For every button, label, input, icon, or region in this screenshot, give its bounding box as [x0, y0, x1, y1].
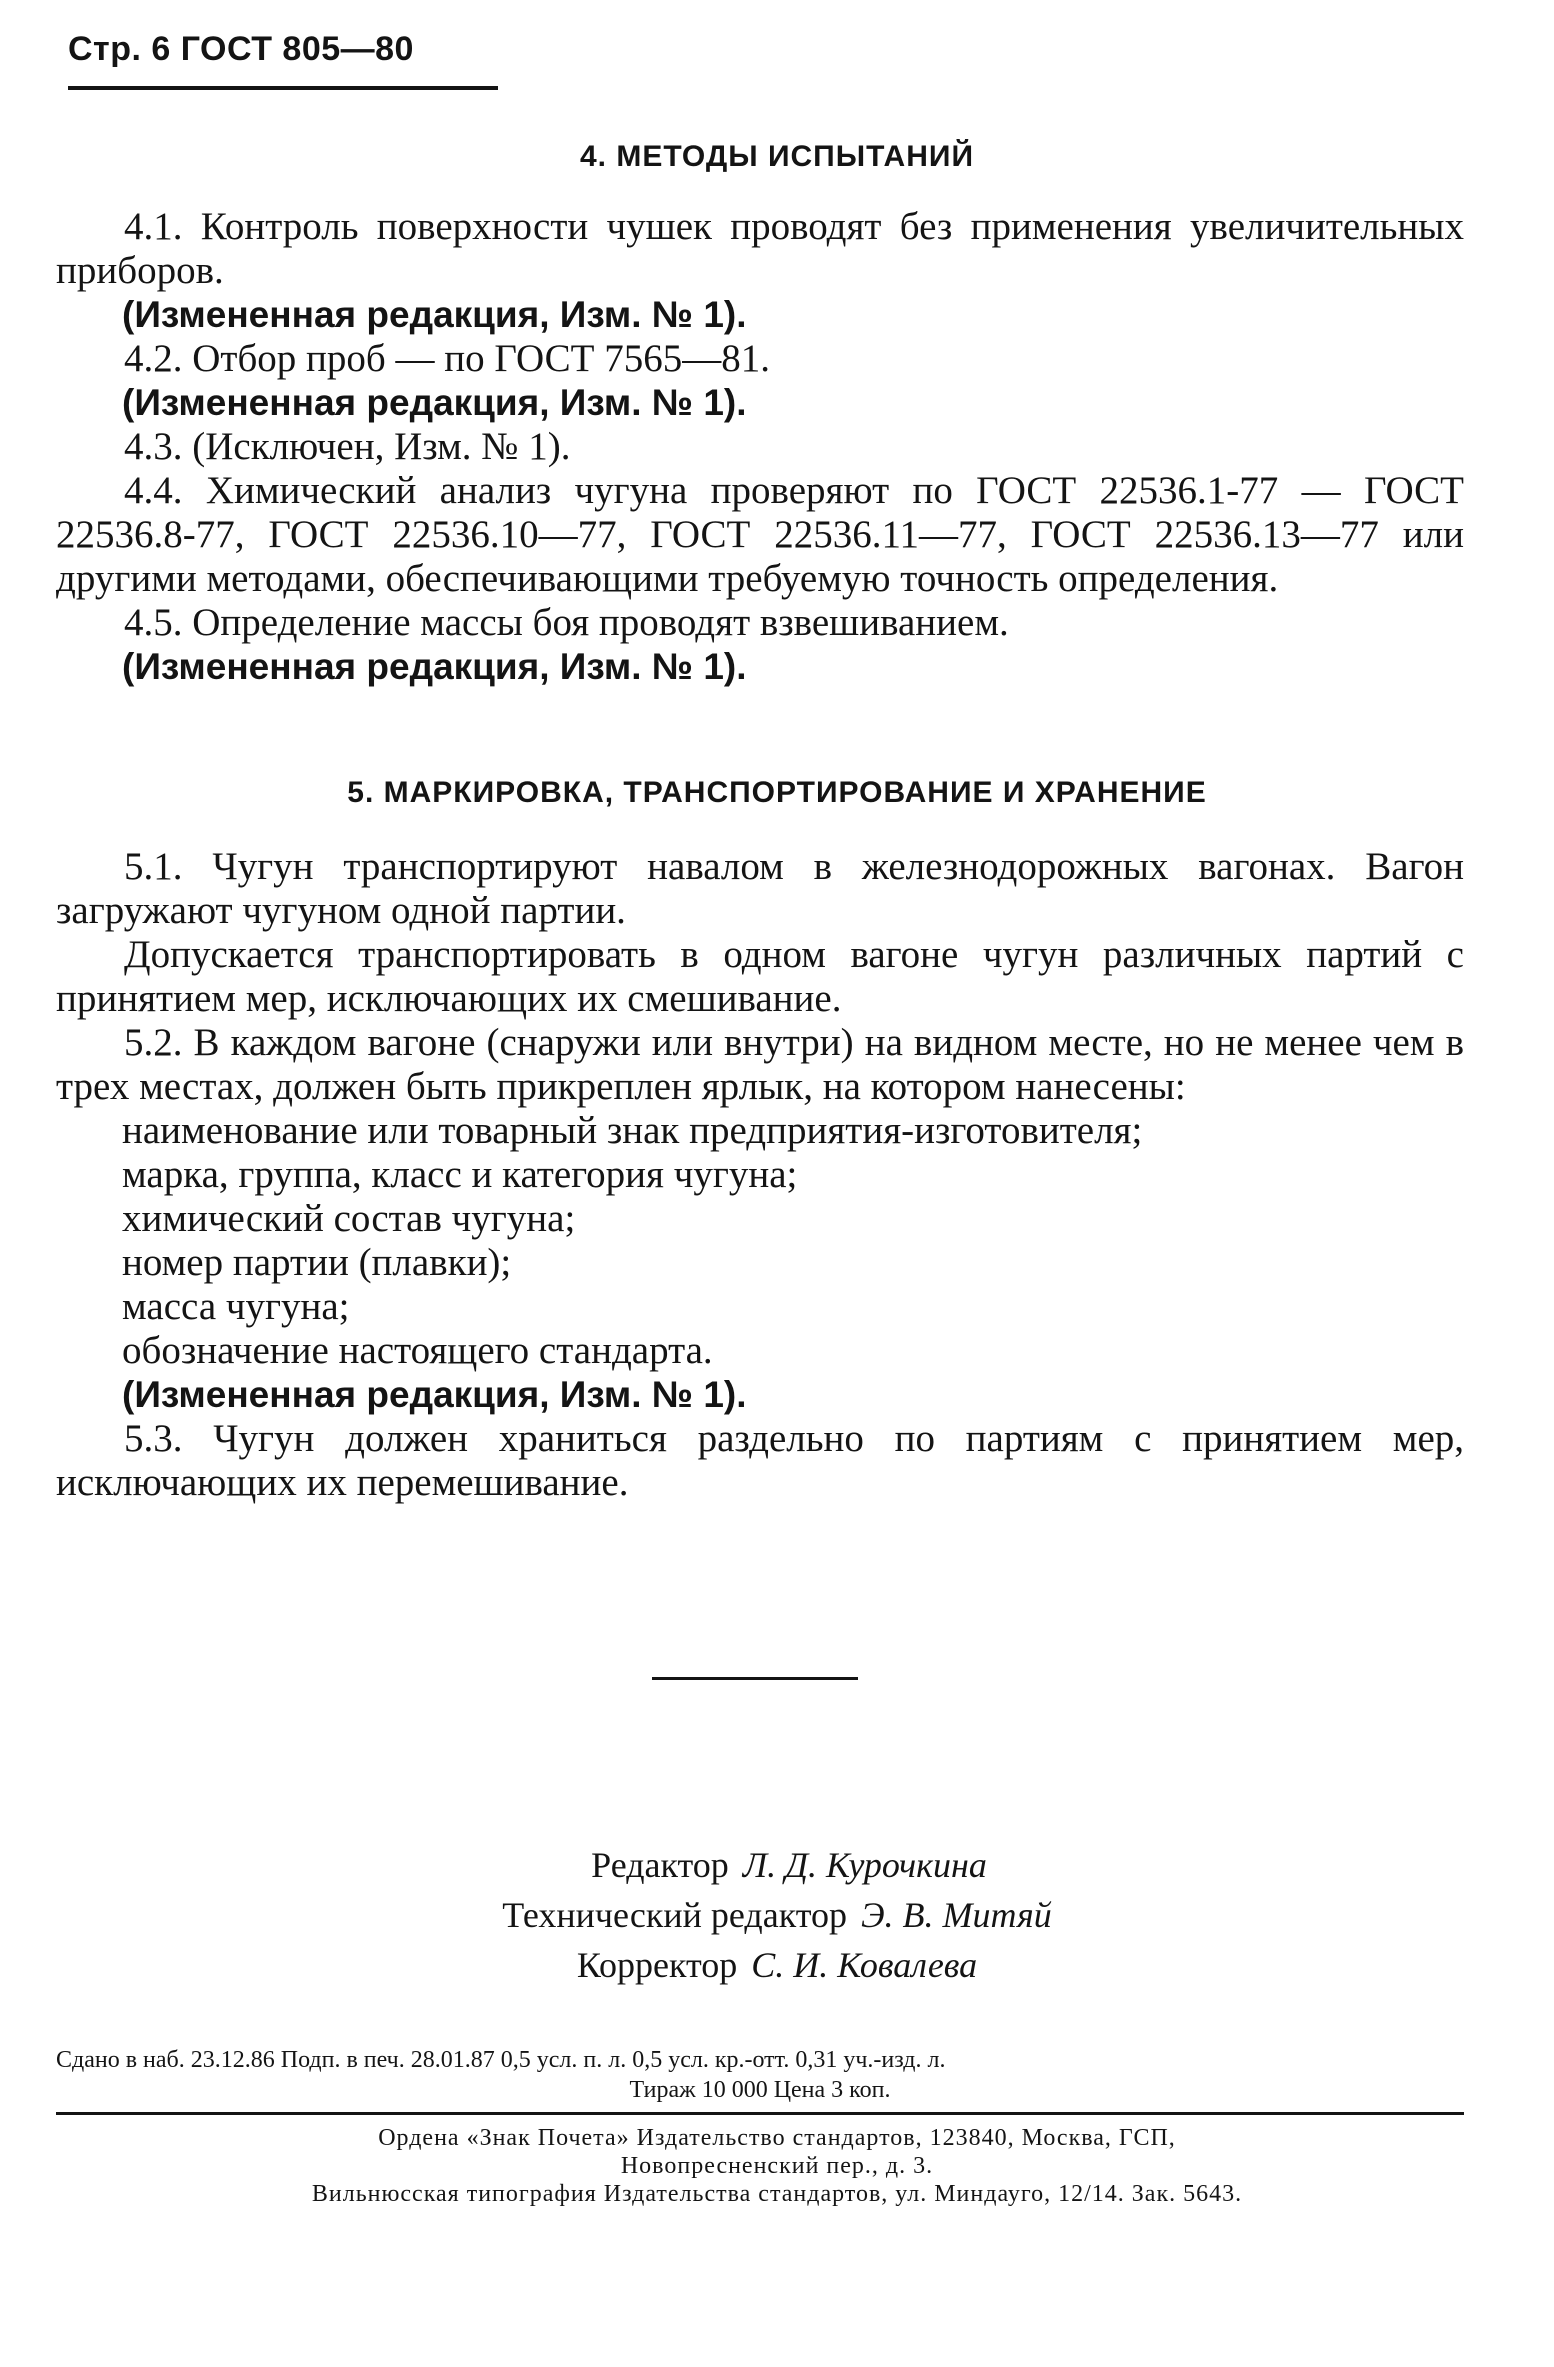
corrector-role: Корректор: [576, 1945, 738, 1985]
publisher-line-3: Вильнюсская типография Издательства стандартов, ул. Миндауго, 12/14. Зак. 5643.: [311, 2181, 1243, 2207]
label-item: масса чугуна;: [122, 1285, 350, 1328]
publisher-line-1: Ордена «Знак Почета» Издательство стандартов, 123840, Москва, ГСП,: [378, 2125, 1176, 2151]
section-4-body: [56, 205, 1464, 689]
label-item: марка, группа, класс и категория чугуна;: [122, 1153, 798, 1196]
editor-credit: [0, 1840, 1554, 1890]
section-5-body: [56, 845, 1464, 1505]
editor-role: Редактор: [591, 1845, 729, 1885]
section-4-title: 4. МЕТОДЫ ИСПЫТАНИЙ: [580, 140, 974, 173]
label-item: обозначение настоящего стандарта.: [122, 1329, 713, 1372]
clause-4-1: 4.1. Контроль поверхности чушек проводят без применения увеличительных приборов.: [56, 205, 1464, 292]
clause-4-4: 4.4. Химический анализ чугуна проверяют по ГОСТ 22536.1-77 — ГОСТ 22536.8-77, ГОСТ 22536.10—77, ГОСТ 22536.11—77, ГОСТ 22536.13—77 или другими методами, обеспечивающими требуемую точность определения.: [56, 469, 1464, 600]
clause-4-5: 4.5. Определение массы боя проводят взвешиванием.: [124, 601, 1009, 644]
amendment-note: (Измененная редакция, Изм. № 1).: [122, 1374, 747, 1415]
header-rule: [68, 86, 498, 90]
credits-block: [0, 1840, 1554, 1990]
amendment-note: (Измененная редакция, Изм. № 1).: [122, 646, 747, 687]
imprint-line-2: Тираж 10 000 Цена 3 коп.: [629, 2077, 891, 2103]
corrector-credit: [0, 1940, 1554, 1990]
tech-editor-credit: [0, 1890, 1554, 1940]
tech-editor-name: Э. В. Митяй: [860, 1895, 1052, 1935]
clause-4-3: 4.3. (Исключен, Изм. № 1).: [124, 425, 571, 468]
clause-5-1: 5.1. Чугун транспортируют навалом в железнодорожных вагонах. Вагон загружают чугуном одной партии.: [56, 845, 1464, 932]
imprint-rule: [56, 2112, 1464, 2115]
imprint-line-1: Сдано в наб. 23.12.86 Подп. в печ. 28.01.87 0,5 усл. п. л. 0,5 усл. кр.-отт. 0,31 уч.-изд. л.: [56, 2047, 946, 2073]
print-imprint: [56, 2045, 1464, 2105]
amendment-note: (Измененная редакция, Изм. № 1).: [122, 294, 747, 335]
end-rule: [652, 1677, 858, 1680]
editor-name: Л. Д. Курочкина: [742, 1845, 987, 1885]
page-header: Стр. 6 ГОСТ 805—80: [68, 30, 414, 68]
tech-editor-role: Технический редактор: [502, 1895, 847, 1935]
publisher-block: [0, 2124, 1554, 2208]
corrector-name: С. И. Ковалева: [751, 1945, 978, 1985]
publisher-line-2: Новопресненский пер., д. 3.: [620, 2153, 934, 2179]
label-item: номер партии (плавки);: [122, 1241, 512, 1284]
clause-5-1-note: Допускается транспортировать в одном вагоне чугун различных партий с принятием мер, исключающих их смешивание.: [56, 933, 1464, 1020]
clause-5-3: 5.3. Чугун должен храниться раздельно по партиям с принятием мер, исключающих их перемешивание.: [56, 1417, 1464, 1504]
label-item: наименование или товарный знак предприятия-изготовителя;: [122, 1109, 1143, 1152]
label-item: химический состав чугуна;: [122, 1197, 576, 1240]
clause-5-2: 5.2. В каждом вагоне (снаружи или внутри) на видном месте, но не менее чем в трех местах, должен быть прикреплен ярлык, на котором нанесены:: [56, 1021, 1464, 1108]
section-5-title: 5. МАРКИРОВКА, ТРАНСПОРТИРОВАНИЕ И ХРАНЕНИЕ: [347, 776, 1207, 809]
clause-4-2: 4.2. Отбор проб — по ГОСТ 7565—81.: [124, 337, 770, 380]
amendment-note: (Измененная редакция, Изм. № 1).: [122, 382, 747, 423]
